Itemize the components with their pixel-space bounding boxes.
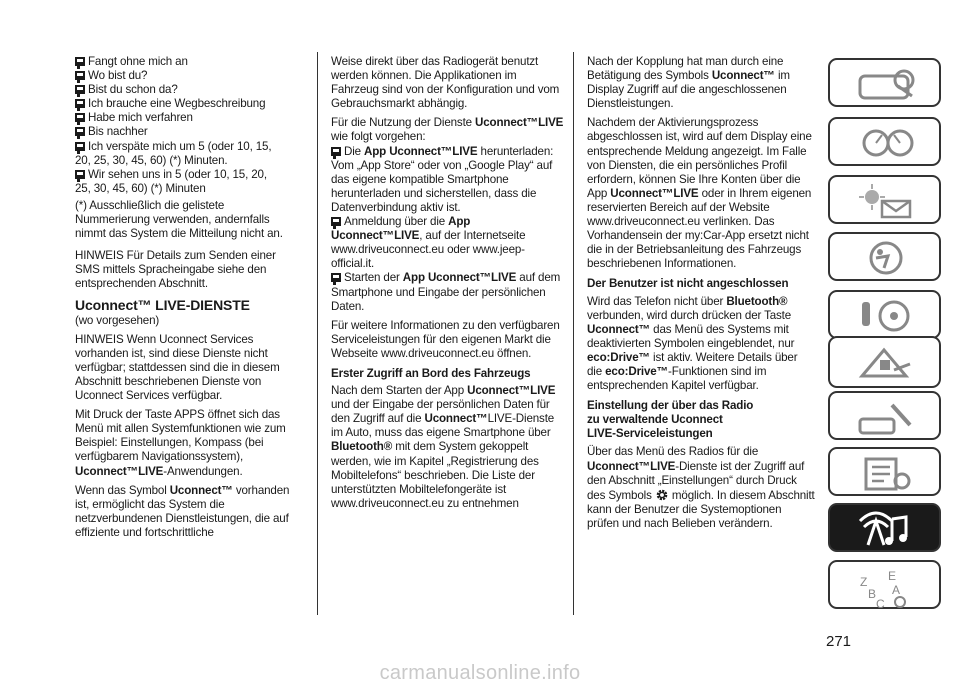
emergency-warning-icon bbox=[854, 344, 918, 384]
column-divider bbox=[573, 52, 574, 615]
bullet-icon bbox=[75, 170, 85, 179]
svg-text:Z: Z bbox=[860, 575, 868, 589]
paragraph: Wenn das Symbol Uconnect™ vorhanden ist, ermöglicht das System die netzverbundenen Dienstleistungen, die auf effiziente und fortschrittliche bbox=[75, 483, 290, 539]
message-item bbox=[75, 168, 300, 182]
text-column-3 bbox=[587, 55, 815, 536]
message-text: 20, 25, 30, 45, 60) (*) Minuten. bbox=[75, 153, 228, 167]
message-text: Wir sehen uns in 5 (oder 10, 15, 20, bbox=[88, 167, 267, 181]
bullet-icon bbox=[331, 147, 341, 156]
message-list bbox=[75, 55, 300, 196]
message-item bbox=[75, 97, 300, 111]
paragraph: Nachdem der Aktivierungsprozess abgeschlossen ist, wird auf dem Display eine entsprechende Meldung angezeigt. Im Falle von Diensten, die ein persönliches Profil erfordern, können Sie Ihre Konten über die App Uconnect™LIVE oder in Ihrem eigenen reservierten Bereich auf der Website www.driveuconnect.eu verlinken. Das Vorhandensein der my:Car-App ersetzt nicht die in der Betriebsanleitung des Fahrzeugs beschriebenen Informationen. bbox=[587, 116, 812, 271]
step-item: Anmeldung über die App Uconnect™LIVE, auf der Internetseite www.driveuconnect.eu oder www.jeep-official.it. bbox=[331, 215, 526, 271]
bullet-icon bbox=[75, 127, 85, 136]
message-text: 25, 30, 45, 60) (*) Minuten bbox=[75, 181, 206, 195]
chapter-tab[interactable] bbox=[828, 560, 941, 609]
svg-text:E: E bbox=[888, 569, 897, 583]
paragraph: Für die Nutzung der Dienste Uconnect™LIVE wie folgt vorgehen: bbox=[331, 116, 564, 144]
message-item bbox=[75, 140, 300, 154]
message-text: Bis nachher bbox=[88, 125, 148, 139]
message-text: Bist du schon da? bbox=[88, 83, 178, 97]
dashboard-gauges-icon bbox=[854, 125, 918, 165]
bullet-icon bbox=[331, 217, 341, 226]
chapter-tab[interactable] bbox=[828, 391, 941, 440]
chapter-tab[interactable] bbox=[828, 58, 941, 107]
technical-data-icon bbox=[854, 455, 918, 495]
bullet-icon bbox=[75, 99, 85, 108]
watermark: carmanualsonline.info bbox=[379, 662, 581, 684]
text-column-1 bbox=[75, 55, 300, 545]
message-text: Ich brauche eine Wegbeschreibung bbox=[88, 97, 266, 111]
section-heading: Der Benutzer ist nicht angeschlossen bbox=[587, 277, 789, 291]
settings-gear-icon bbox=[655, 488, 669, 502]
chapter-tab[interactable] bbox=[828, 175, 941, 224]
bullet-icon bbox=[75, 85, 85, 94]
chapter-tab[interactable] bbox=[828, 117, 941, 166]
message-text: Habe mich verfahren bbox=[88, 111, 193, 125]
paragraph: Über das Menü des Radios für die Uconnect™LIVE-Dienste ist der Zugriff auf den Abschnitt „Einstellungen“ durch Druck des Symbols möglich. In diesem Abschnitt kann der Benutzer die Systemoptionen prüfen und nach Belieben verändern. bbox=[587, 445, 815, 530]
chapter-tab[interactable] bbox=[828, 232, 941, 281]
section-heading: Erster Zugriff an Bord des Fahrzeugs bbox=[331, 366, 531, 380]
paragraph: Für weitere Informationen zu den verfügbaren Serviceleistungen für den eigenen Markt die Webseite www.driveuconnect.eu öffnen. bbox=[331, 318, 560, 360]
svg-text:C: C bbox=[876, 597, 885, 608]
multimedia-icon bbox=[854, 511, 918, 551]
paragraph: Nach der Kopplung hat man durch eine Betätigung des Symbols Uconnect™ im Display Zugriff auf die angeschlossenen Dienstleistungen. bbox=[587, 55, 790, 111]
step-item: Die App Uconnect™LIVE herunterladen: Vom „App Store“ oder von „Google Play“ auf das eigene kompatible Smartphone herunterladen und sicherstellen, dass die Datenverbindung aktiv ist. bbox=[331, 144, 554, 214]
message-item bbox=[75, 83, 300, 97]
maintenance-tools-icon bbox=[854, 399, 918, 439]
starting-driving-icon bbox=[854, 298, 918, 338]
section-heading: Einstellung der über das Radio zu verwaltende Uconnect LIVE-Serviceleistungen bbox=[587, 399, 754, 441]
message-item bbox=[75, 125, 300, 139]
paragraph: HINWEIS Wenn Uconnect Services vorhanden ist, sind diese Dienste nicht verfügbar; stattdessen sind die in diesem Abschnitt beschriebenen Dienste von Uconnect Services verfügbar. bbox=[75, 332, 280, 403]
footnote: (*) Ausschließlich die gelistete Nummerierung verwenden, andernfalls nimmt das System die Mitteilung nicht an. bbox=[75, 198, 283, 241]
message-text: Fangt ohne mich an bbox=[88, 55, 188, 68]
column-divider bbox=[317, 52, 318, 615]
paragraph: Wird das Telefon nicht über Bluetooth® verbunden, wird durch drücken der Taste Uconnect™ das Menü des Systems mit deaktivierten Symbolen eingeblendet, nur eco:Drive™ ist aktiv. Weitere Details über die eco:Drive™-Funktionen sind im entsprechenden Kapitel verfügbar. bbox=[587, 294, 798, 393]
index-abc-icon bbox=[854, 568, 918, 608]
message-item bbox=[75, 154, 300, 168]
svg-text:B: B bbox=[868, 587, 877, 601]
svg-text:A: A bbox=[892, 583, 901, 597]
chapter-tab[interactable] bbox=[828, 290, 941, 339]
chapter-tab[interactable] bbox=[828, 336, 941, 388]
paragraph: Weise direkt über das Radiogerät benutzt werden können. Die Applikationen im Fahrzeug sind von der Konfiguration und vom Gebrauchsmarkt abhängig. bbox=[331, 55, 560, 111]
hinweis-note: HINWEIS Für Details zum Senden einer SMS mittels Spracheingabe siehe den entsprechenden Abschnitt. bbox=[75, 249, 276, 291]
text-column-2 bbox=[331, 55, 564, 516]
section-heading: Uconnect™ LIVE-DIENSTE bbox=[75, 296, 250, 313]
message-text: Ich verspäte mich um 5 (oder 10, 15, bbox=[88, 139, 272, 153]
bullet-icon bbox=[75, 71, 85, 80]
page-number: 271 bbox=[826, 633, 852, 650]
paragraph: Nach dem Starten der App Uconnect™LIVE und der Eingabe der persönlichen Daten für den Zugriff auf die Uconnect™LIVE-Dienste im Auto, muss das eigene Smartphone über Bluetooth® mit dem System gekoppelt werden, wie im Kapitel „Registrierung des Mobiltelefons“ beschrieben. Die Liste der unterstützten Mobiltelefongeräte ist www.driveuconnect.eu zu entnehmen bbox=[331, 384, 556, 510]
message-item bbox=[75, 111, 300, 125]
step-item: Starten der App Uconnect™LIVE auf dem Smartphone und Eingabe der persönlichen Daten. bbox=[331, 271, 561, 313]
airbag-safety-icon bbox=[854, 240, 918, 280]
paragraph: Mit Druck der Taste APPS öffnet sich das Menü mit allen Systemfunktionen wie zum Beispiel: Einstellungen, Kompass (bei verfügbarem Navigationssystem), Uconnect™LIVE-Anwendungen. bbox=[75, 408, 286, 478]
car-overview-icon bbox=[854, 66, 918, 106]
section-subheading: (wo vorgesehen) bbox=[75, 313, 160, 327]
message-item bbox=[75, 55, 300, 69]
bullet-icon bbox=[331, 273, 341, 282]
message-item bbox=[75, 182, 300, 196]
message-text: Wo bist du? bbox=[88, 69, 148, 83]
message-item bbox=[75, 69, 300, 83]
bullet-icon bbox=[75, 113, 85, 122]
lights-message-icon bbox=[854, 183, 918, 223]
bullet-icon bbox=[75, 57, 85, 66]
bullet-icon bbox=[75, 142, 85, 151]
chapter-tab[interactable] bbox=[828, 447, 941, 496]
chapter-tab[interactable] bbox=[828, 503, 941, 552]
